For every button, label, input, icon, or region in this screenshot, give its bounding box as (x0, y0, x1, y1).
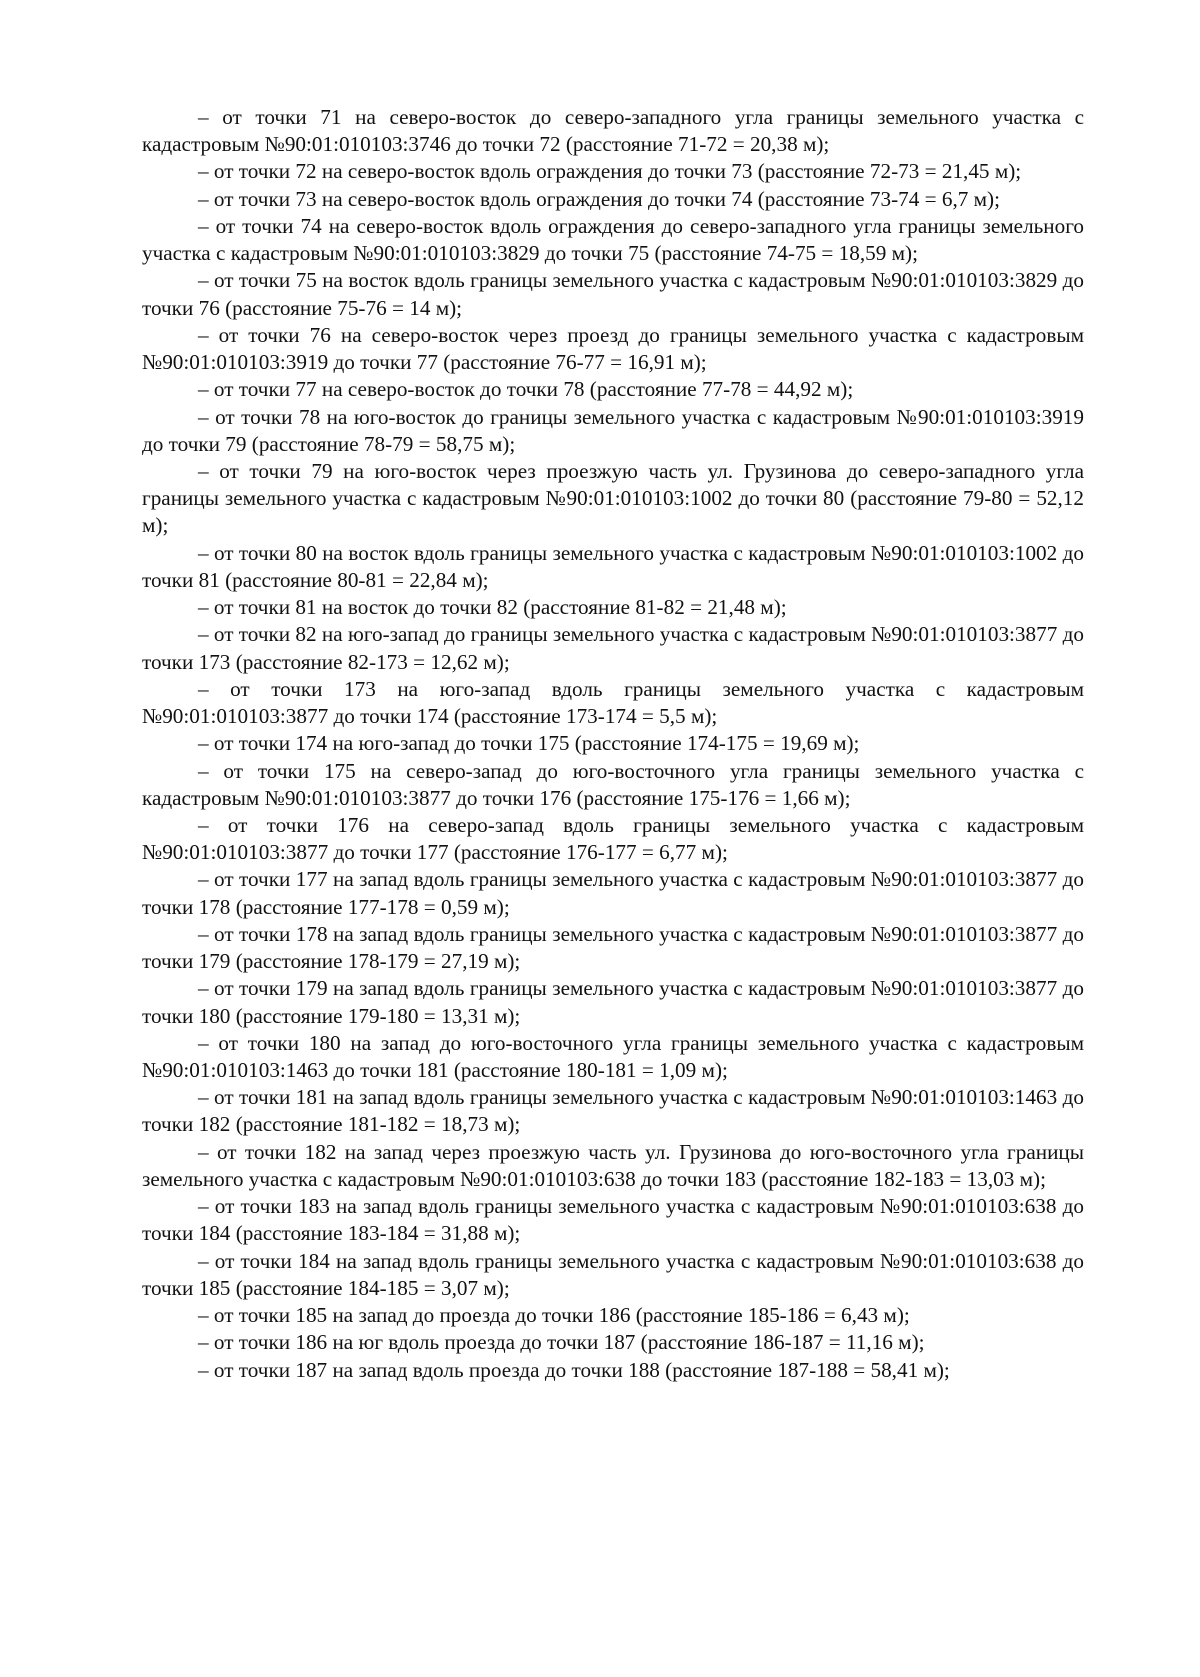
boundary-paragraph: – от точки 180 на запад до юго-восточного угла границы земельного участка с кадастровым №90:01:010103:1463 до точки 181 (расстояние 180-181 = 1,09 м); (142, 1030, 1084, 1082)
boundary-paragraph: – от точки 72 на северо-восток вдоль ограждения до точки 73 (расстояние 72-73 = 21,45 м); (198, 159, 1022, 184)
boundary-paragraph: – от точки 82 на юго-запад до границы земельного участка с кадастровым №90:01:010103:3877 до точки 173 (расстояние 82-173 = 12,62 м); (142, 622, 1084, 674)
boundary-paragraph: – от точки 173 на юго-запад вдоль границы земельного участка с кадастровым №90:01:010103:3877 до точки 174 (расстояние 173-174 = 5,5 м); (142, 676, 1084, 729)
boundary-paragraph: – от точки 75 на восток вдоль границы земельного участка с кадастровым №90:01:010103:3829 до точки 76 (расстояние 75-76 = 14 м); (142, 268, 1084, 320)
boundary-paragraph: – от точки 183 на запад вдоль границы земельного участка с кадастровым №90:01:010103:638 до точки 184 (расстояние 183-184 = 31,88 м); (142, 1194, 1084, 1246)
boundary-paragraph: – от точки 78 на юго-восток до границы земельного участка с кадастровым №90:01:010103:3919 до точки 79 (расстояние 78-79 = 58,75 м); (142, 404, 1084, 456)
boundary-paragraph: – от точки 71 на северо-восток до северо-западного угла границы земельного участка с кадастровым №90:01:010103:3746 до точки 72 (расстояние 71-72 = 20,38 м); (142, 105, 1084, 157)
boundary-paragraph: – от точки 80 на восток вдоль границы земельного участка с кадастровым №90:01:010103:1002 до точки 81 (расстояние 80-81 = 22,84 м); (142, 540, 1084, 592)
boundary-paragraph: – от точки 74 на северо-восток вдоль ограждения до северо-западного угла границы земельного участка с кадастровым №90:01:010103:3829 до точки 75 (расстояние 74-75 = 18,59 м); (142, 213, 1084, 266)
boundary-paragraph: – от точки 174 на юго-запад до точки 175 (расстояние 174-175 = 19,69 м); (198, 731, 860, 756)
boundary-paragraph: – от точки 77 на северо-восток до точки 78 (расстояние 77-78 = 44,92 м); (198, 377, 854, 402)
boundary-paragraph: – от точки 176 на северо-запад вдоль границы земельного участка с кадастровым №90:01:010103:3877 до точки 177 (расстояние 176-177 = 6,77 м); (142, 812, 1084, 865)
boundary-paragraph: – от точки 184 на запад вдоль границы земельного участка с кадастровым №90:01:010103:638 до точки 185 (расстояние 184-185 = 3,07 м); (142, 1248, 1084, 1300)
boundary-paragraph: – от точки 81 на восток до точки 82 (расстояние 81-82 = 21,48 м); (198, 595, 787, 620)
boundary-paragraph: – от точки 181 на запад вдоль границы земельного участка с кадастровым №90:01:010103:1463 до точки 182 (расстояние 181-182 = 18,73 м); (142, 1085, 1084, 1137)
boundary-paragraph: – от точки 182 на запад через проезжую часть ул. Грузинова до юго-восточного угла границы земельного участка с кадастровым №90:01:010103:638 до точки 183 (расстояние 182-183 = 13,03 м); (142, 1139, 1084, 1191)
boundary-paragraph: – от точки 177 на запад вдоль границы земельного участка с кадастровым №90:01:010103:3877 до точки 178 (расстояние 177-178 = 0,59 м); (142, 867, 1084, 919)
document-body (142, 104, 1084, 1384)
boundary-paragraph: – от точки 187 на запад вдоль проезда до точки 188 (расстояние 187-188 = 58,41 м); (198, 1357, 950, 1382)
boundary-paragraph: – от точки 79 на юго-восток через проезжую часть ул. Грузинова до северо-западного угла границы земельного участка с кадастровым №90:01:010103:1002 до точки 80 (расстояние 79-80 = 52,12 м); (142, 459, 1084, 538)
boundary-paragraph: – от точки 178 на запад вдоль границы земельного участка с кадастровым №90:01:010103:3877 до точки 179 (расстояние 178-179 = 27,19 м); (142, 921, 1084, 974)
boundary-paragraph: – от точки 175 на северо-запад до юго-восточного угла границы земельного участка с кадастровым №90:01:010103:3877 до точки 176 (расстояние 175-176 = 1,66 м); (142, 758, 1084, 810)
boundary-paragraph: – от точки 76 на северо-восток через проезд до границы земельного участка с кадастровым №90:01:010103:3919 до точки 77 (расстояние 76-77 = 16,91 м); (142, 322, 1084, 375)
boundary-paragraph: – от точки 73 на северо-восток вдоль ограждения до точки 74 (расстояние 73-74 = 6,7 м); (198, 186, 1000, 211)
boundary-paragraph: – от точки 179 на запад вдоль границы земельного участка с кадастровым №90:01:010103:3877 до точки 180 (расстояние 179-180 = 13,31 м); (142, 976, 1084, 1028)
boundary-paragraph: – от точки 186 на юг вдоль проезда до точки 187 (расстояние 186-187 = 11,16 м); (198, 1330, 925, 1355)
boundary-paragraph: – от точки 185 на запад до проезда до точки 186 (расстояние 185-186 = 6,43 м); (198, 1303, 910, 1328)
